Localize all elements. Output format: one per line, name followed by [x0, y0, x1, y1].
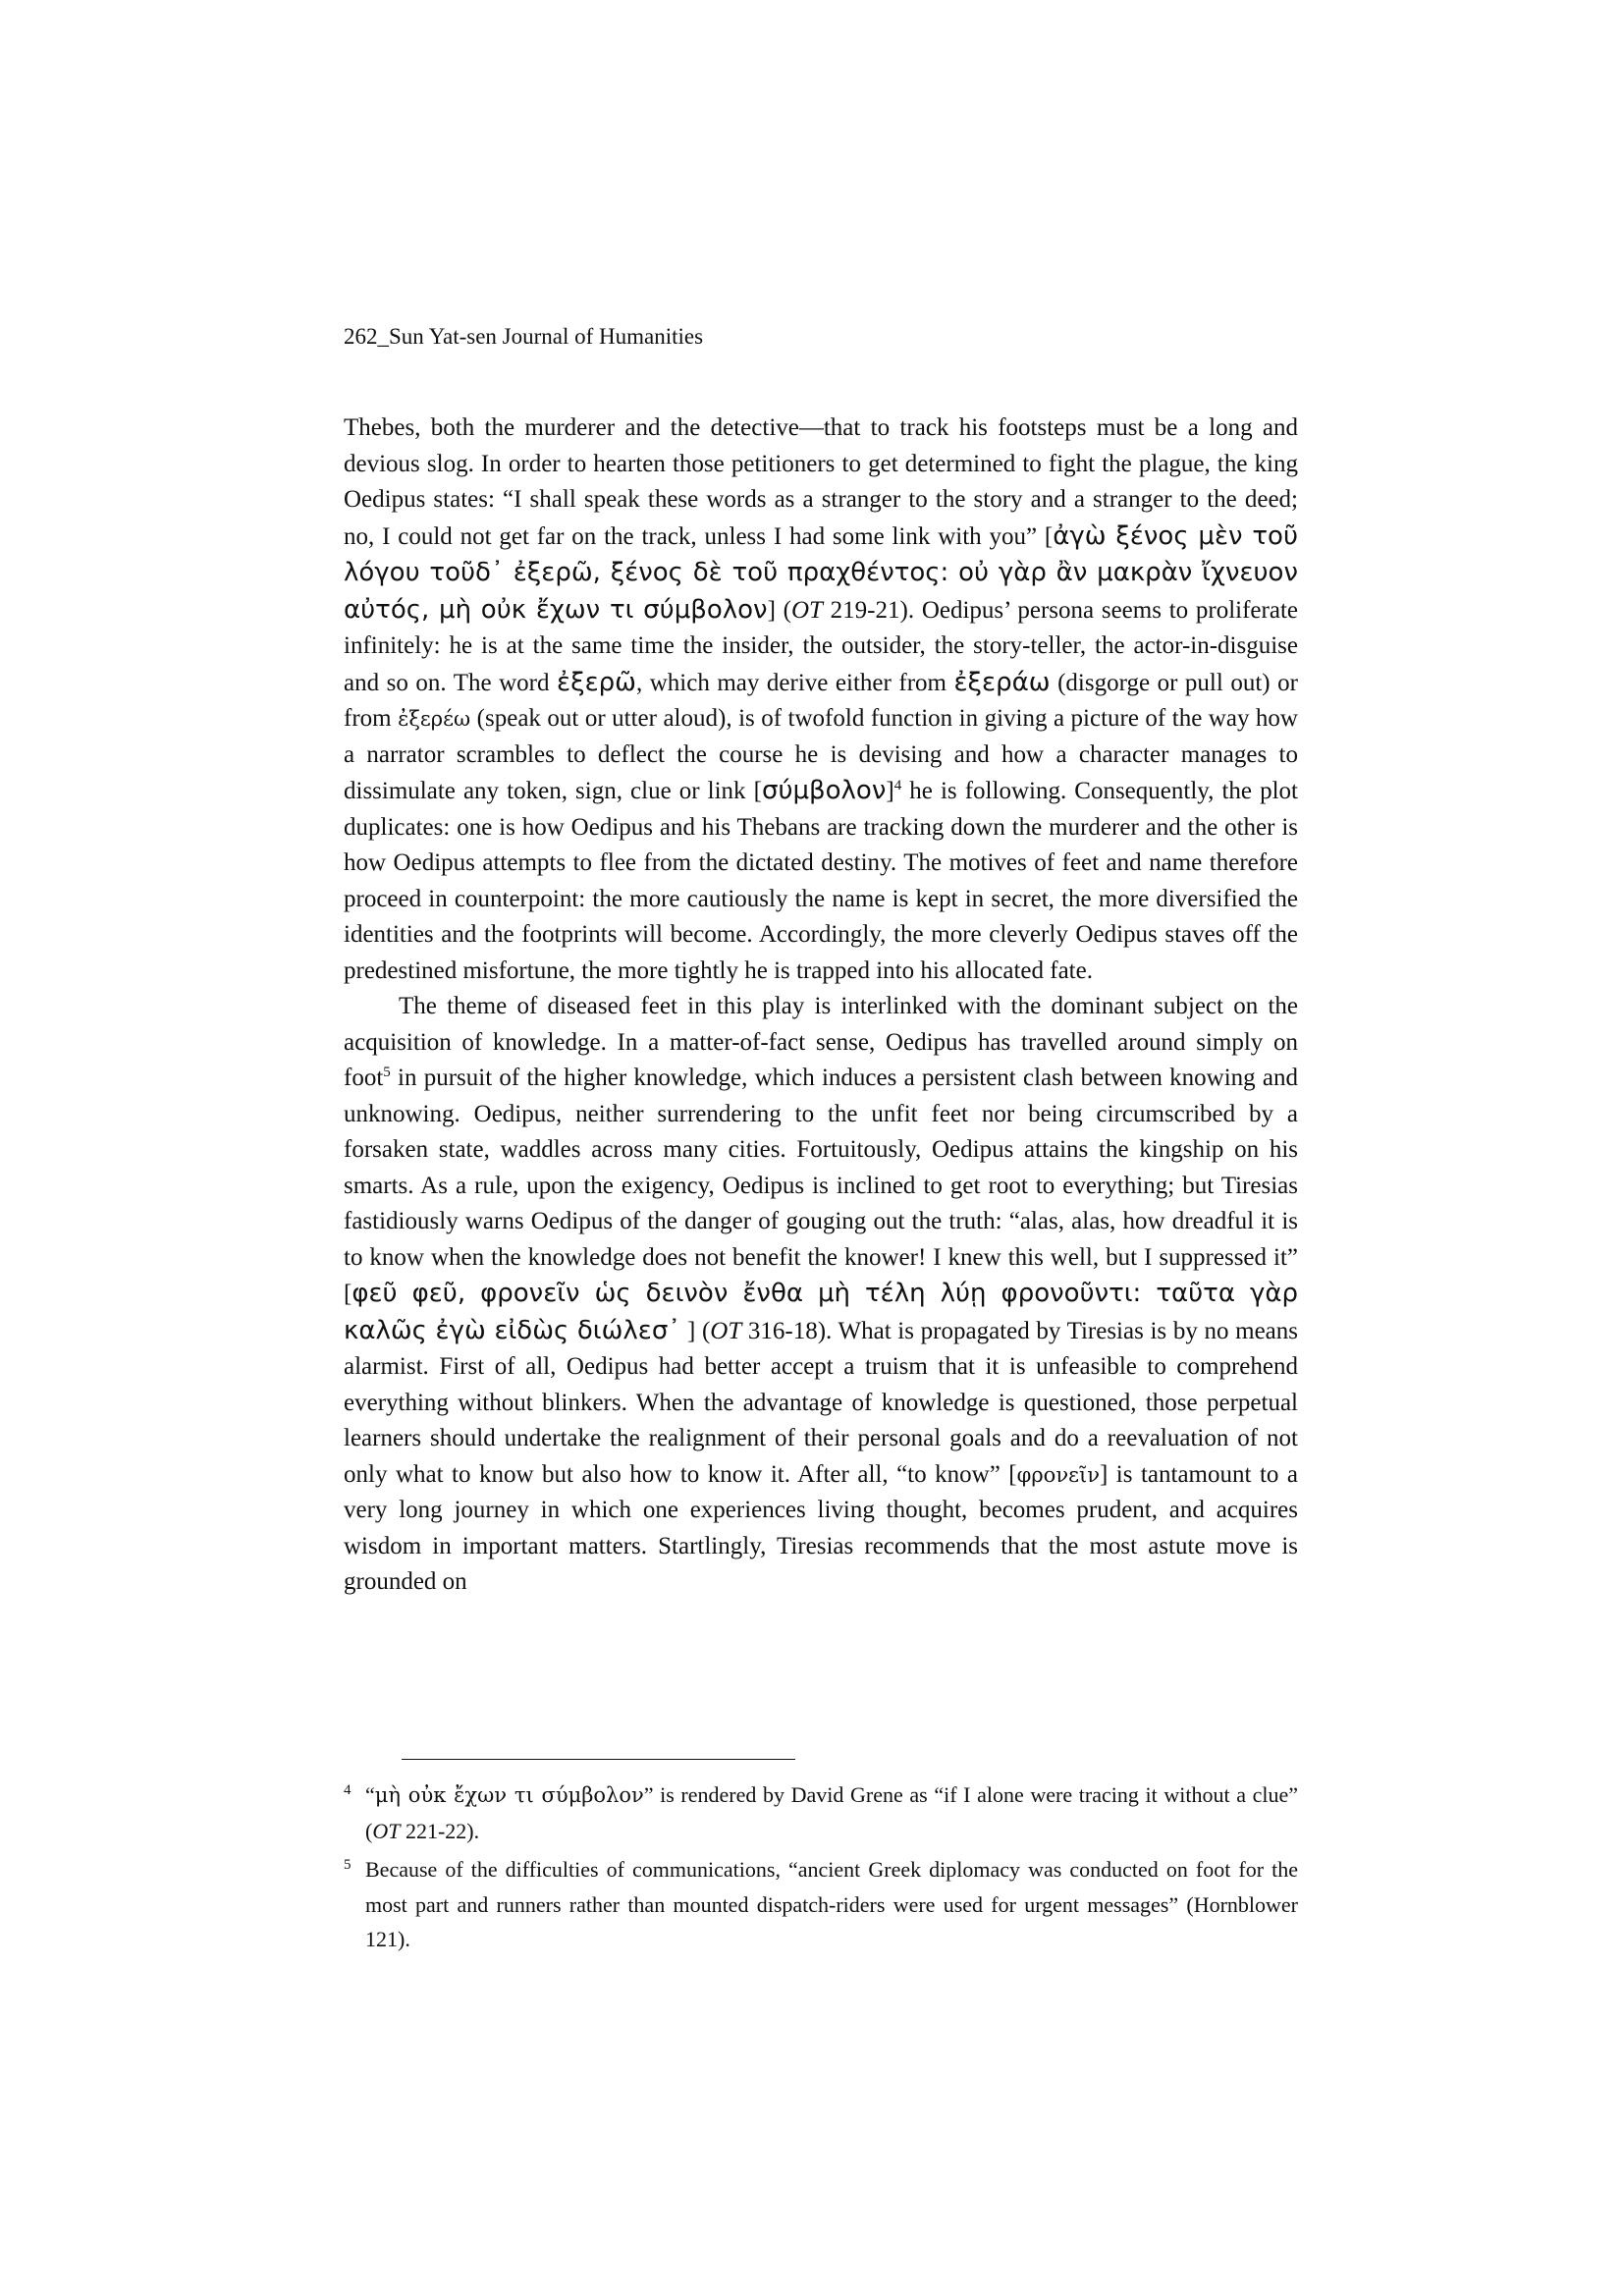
footnote-number: 4	[344, 1782, 352, 1798]
work-abbrev: OT	[710, 1317, 742, 1344]
greek-word: ἐξερῶ	[557, 667, 636, 697]
main-text	[344, 410, 1298, 1601]
work-abbrev: OT	[372, 1818, 401, 1843]
greek-word: σύμβολον	[761, 776, 887, 805]
footnote-text: Because of the difficulties of communications, “ancient Greek diplomacy was conducted on foot for the most part and runners rather than mounted dispatch-riders were used for urgent messages” (Hornblower 121).	[365, 1857, 1298, 1951]
paragraph-1: Thebes, both the murderer and the detective—that to track his footsteps must be a long and devious slog. In order to hearten those petitioners to get determined to fight the plague, the king Oedipus states: “I shall speak these words as a stranger to the story and a stranger to the deed; no, I could not get far on the track, unless I had some link with you” [ἀγὼ ξένος μὲν τοῦ λόγου τοῦδ᾽ ἐξερῶ, ξένος δὲ τοῦ πραχθέντος: οὐ γὰρ ἂν μακρὰν ἴχνευον αὐτός, μὴ οὐκ ἔχων τι σύμβολον] (OT 219-21). Oedipus’ persona seems to proliferate infinitely: he is at the same time the insider, the outsider, the story-teller, the actor-in-disguise and so on. The word ἐξερῶ, which may derive either from ἐξεράω (disgorge or pull out) or from ἐξερέω (speak out or utter aloud), is of twofold function in giving a picture of the way how a narrator scrambles to deflect the course he is devising and how a character manages to dissimulate any token, sign, clue or link $[\sigma ύ\mu\beta o\lambda o\nu]^4$ he is following. Consequently, the plot duplicates: one is how Oedipus and his Thebans are tracking down the murderer and the other is how Oedipus attempts to flee from the dictated destiny. The motives of feet and name therefore proceed in counterpoint: the more cautiously the name is kept in secret, the more diversified the identities and the footprints will become. Accordingly, the more cleverly Oedipus staves off the predestined misfortune, the more tightly he is trapped into his allocated fate.	[344, 414, 1299, 984]
greek-word: ἐξερέω	[398, 707, 471, 731]
footnote-4	[344, 1777, 1298, 1848]
greek-word: ἐξεράω	[953, 667, 1051, 697]
work-abbrev: OT	[790, 596, 823, 624]
footnote-number: 5	[344, 1857, 352, 1873]
greek-word: φρονεῖν	[1016, 1462, 1100, 1487]
paragraph-2: The theme of diseased feet in this play is interlinked with the dominant subject on the acquisition of knowledge. In a matter-of-fact sense, Oedipus has travelled around simply on foot$^5$ in pursuit of the higher knowledge, which induces a persistent clash between knowing and unknowing. Oedipus, neither surrendering to the unfit feet nor being circumscribed by a forsaken state, waddles across many cities. Fortuitously, Oedipus attains the kingship on his smarts. As a rule, upon the exigency, Oedipus is inclined to get root to everything; but Tiresias fastidiously warns Oedipus of the danger of gouging out the truth: “alas, alas, how dreadful it is to know when the knowledge does not benefit the knower! I knew this well, but I suppressed it” [φεῦ φεῦ, φρονεῖν ὡς δεινὸν ἔνθα μὴ τέλη λύῃ φρονοῦντι: ταῦτα γὰρ καλῶς ἐγὼ εἰδὼς διώλεσ᾽ ] (OT 316-18). What is propagated by Tiresias is by no means alarmist. First of all, Oedipus had better accept a truism that it is unfeasible to comprehend everything without blinkers. When the advantage of knowledge is questioned, those perpetual learners should undertake the realignment of their personal goals and do a reevaluation of not only what to know but also how to know it. After all, “to know” [φρονεῖν] is tantamount to a very long journey in which one experiences living thought, becomes prudent, and acquires wisdom in important matters. Startlingly, Tiresias recommends that the most astute move is grounded on	[344, 993, 1299, 1595]
footnote-5	[344, 1852, 1298, 1957]
greek-quote: ἀγὼ ξένος μὲν τοῦ λόγου τοῦδ᾽ ἐξερῶ, ξένος δὲ τοῦ πραχθέντος: οὐ γὰρ ἂν μακρὰν ἴχνευον αὐτός, μὴ οὐκ ἔχων τι σύμβολον	[344, 520, 1298, 625]
footnote-text: “μὴ οὐκ ἔχων τι σύμβολον” is rendered by David Grene as “if I alone were tracing it without a clue” (OT 221-22).	[365, 1782, 1298, 1843]
footnotes	[344, 1777, 1298, 1961]
footnote-ref-4[interactable]: 4	[893, 778, 902, 793]
running-head: 262_Sun Yat-sen Journal of Humanities	[344, 324, 704, 349]
footnote-ref-5[interactable]: 5	[383, 1065, 391, 1080]
footnote-divider	[402, 1759, 795, 1760]
greek-quote: μὴ οὐκ ἔχων τι σύμβολον	[374, 1783, 644, 1807]
greek-quote: φεῦ φεῦ, φρονεῖν ὡς δεινὸν ἔνθα μὴ τέλη λύῃ φρονοῦντι: ταῦτα γὰρ καλῶς ἐγὼ εἰδὼς διώλεσ᾽	[344, 1279, 1298, 1345]
